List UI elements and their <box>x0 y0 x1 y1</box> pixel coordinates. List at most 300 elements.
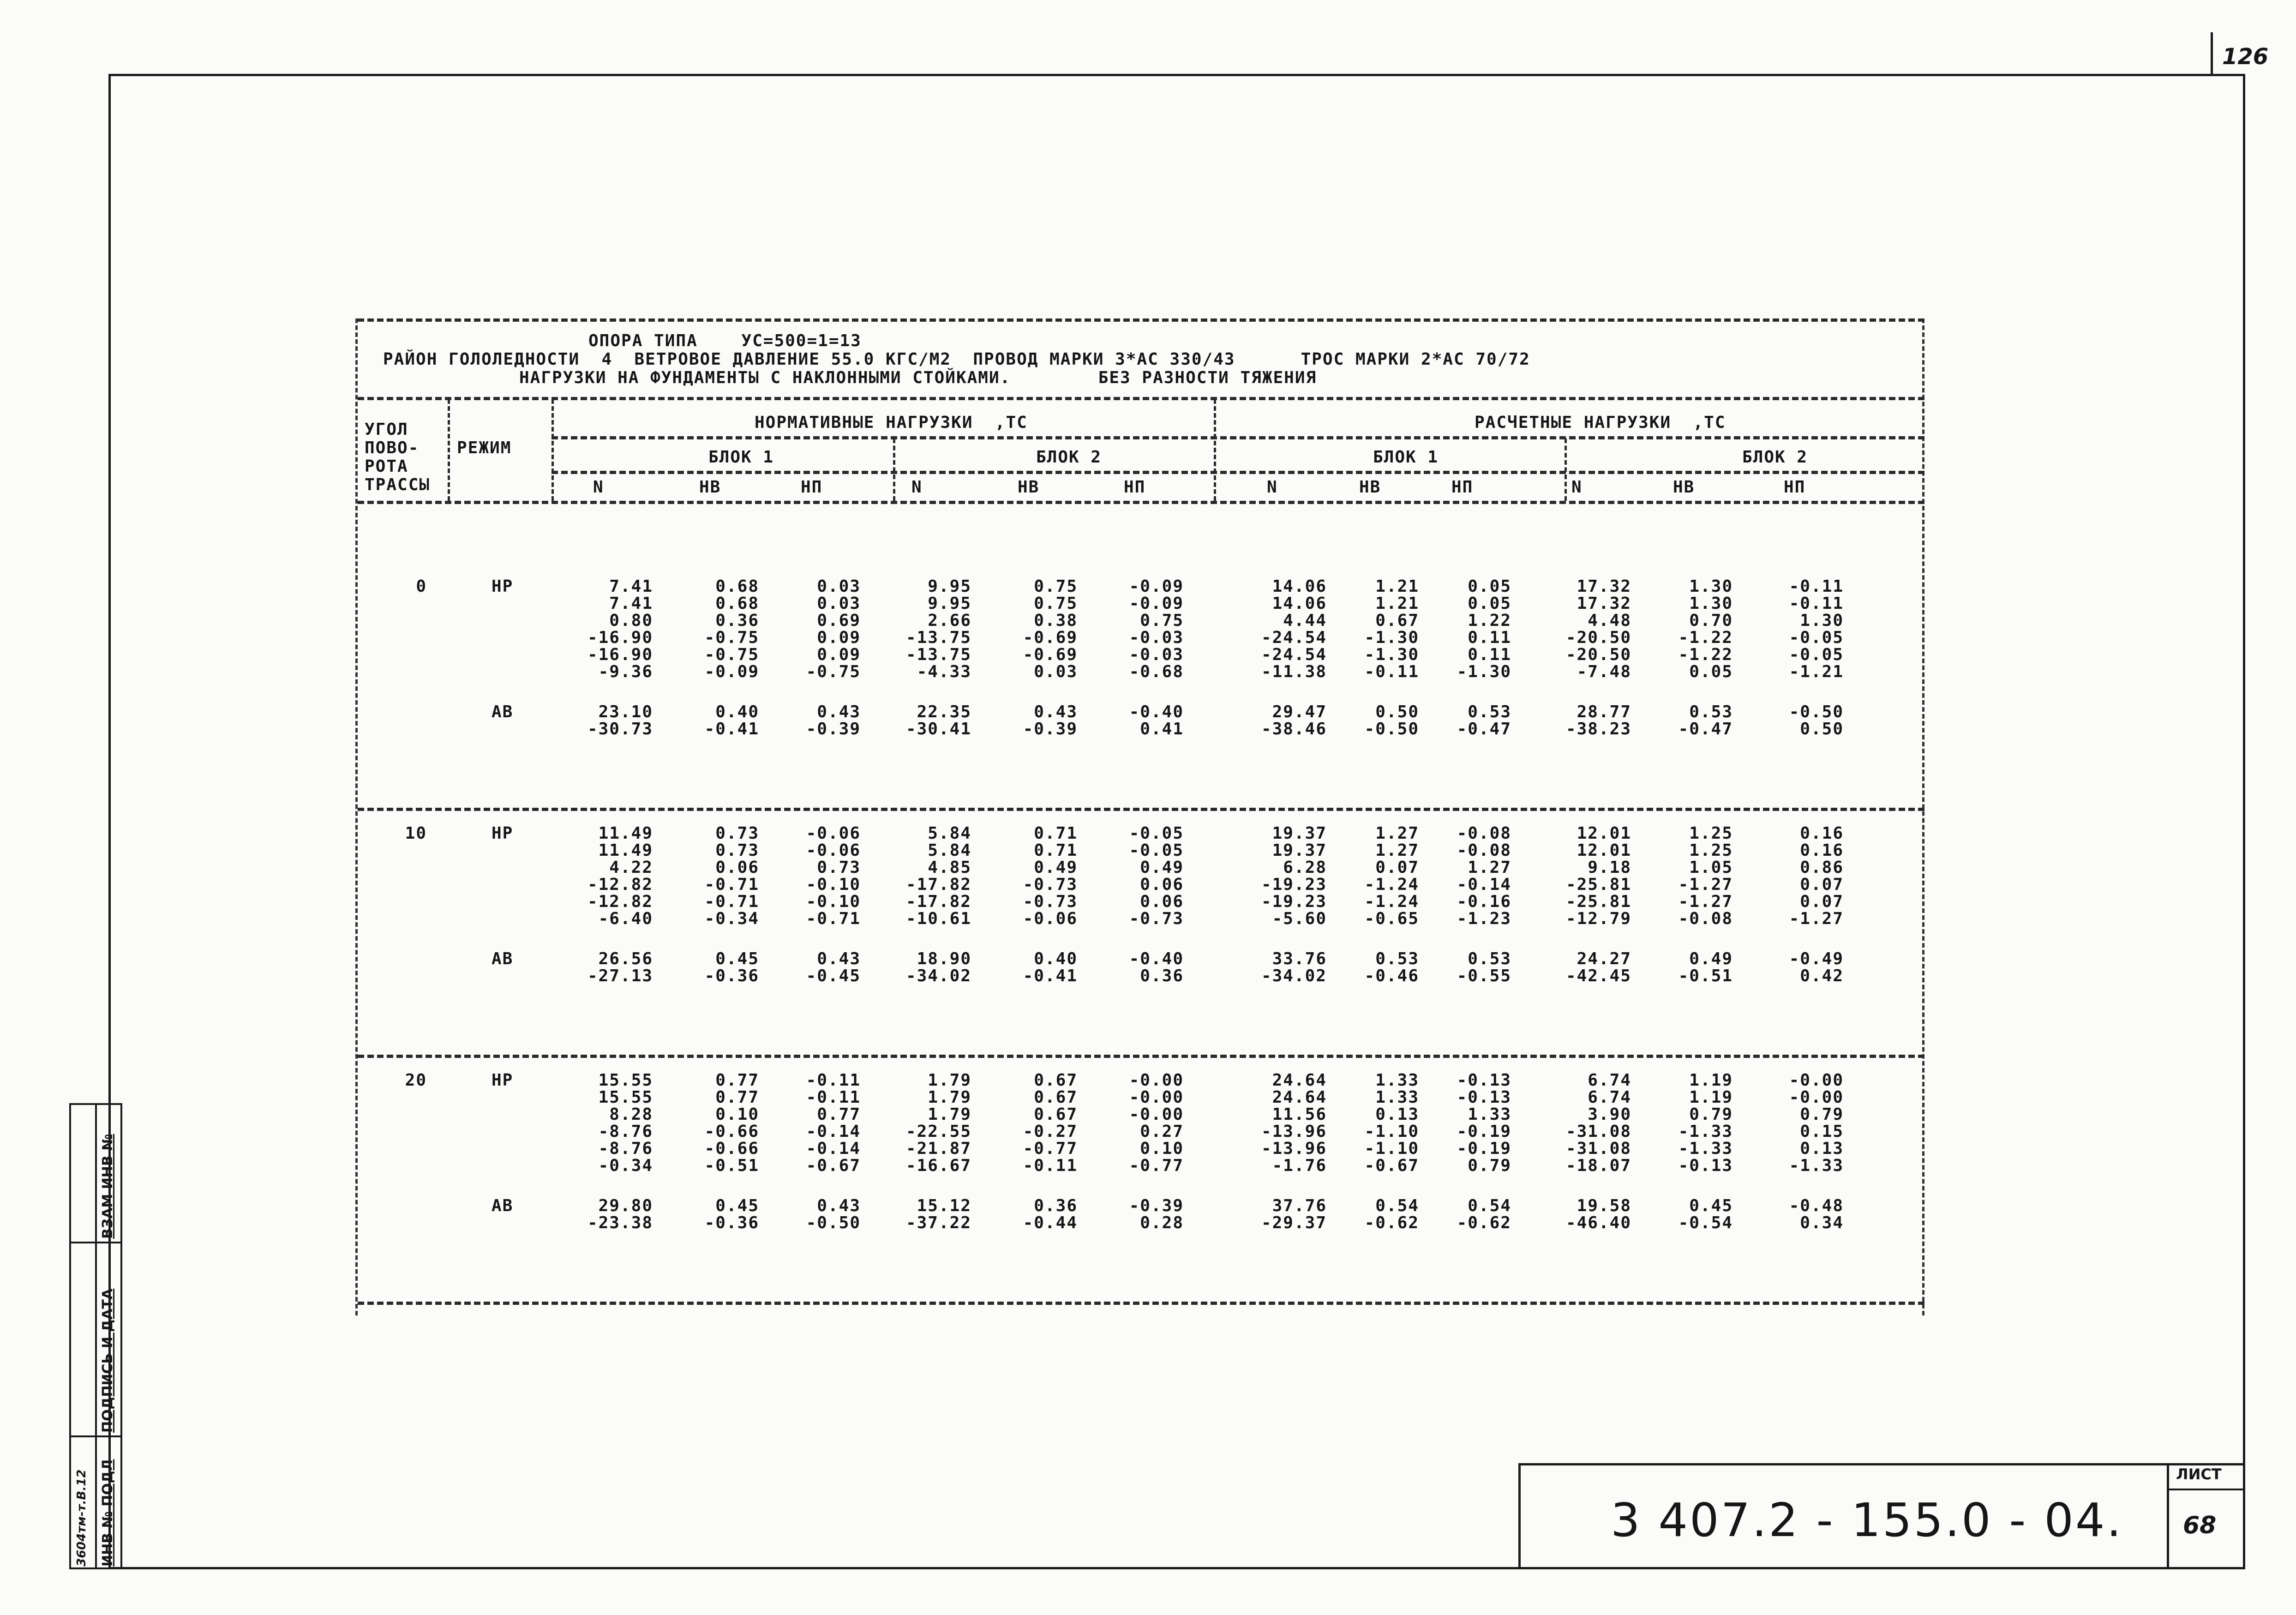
table-cell: -0.50 <box>806 1213 861 1232</box>
table-cell: -18.07 <box>1565 1156 1631 1175</box>
table-cell: 1.30 <box>1689 577 1733 596</box>
table-cell: -0.71 <box>806 909 861 928</box>
table-cell: 0.77 <box>715 1071 759 1090</box>
table-cell: -0.19 <box>1457 1122 1511 1141</box>
table-cell: 0.43 <box>817 702 861 721</box>
table-cell: -31.08 <box>1565 1122 1631 1141</box>
document-code: 3 407.2 - 155.0 - 04. <box>1611 1493 2123 1547</box>
table-cell: 17.32 <box>1577 594 1631 613</box>
table-cell: -0.14 <box>806 1122 861 1141</box>
table-cell: -0.10 <box>806 892 861 911</box>
table-cell: 0.71 <box>1034 824 1078 843</box>
table-cell: -4.33 <box>917 662 971 681</box>
table-cell: -29.37 <box>1261 1213 1327 1232</box>
table-cell: 7.41 <box>609 577 653 596</box>
table-cell: 0.06 <box>1140 875 1184 894</box>
table-cell: -0.65 <box>1364 909 1419 928</box>
table-cell: -17.82 <box>905 892 971 911</box>
table-cell: -1.22 <box>1678 645 1733 664</box>
table-cell: 0.41 <box>1140 720 1184 738</box>
table-cell: -0.11 <box>1789 594 1844 613</box>
table-cell: -34.02 <box>1261 967 1327 985</box>
table-cell: -13.75 <box>905 628 971 647</box>
table-cell: -0.00 <box>1789 1071 1844 1090</box>
table-cell: -0.09 <box>1129 594 1184 613</box>
table-cell: -0.47 <box>1678 720 1733 738</box>
table-cell: 1.33 <box>1468 1105 1511 1124</box>
sheet-box-divider <box>2167 1489 2245 1490</box>
table-cell: 0.07 <box>1375 858 1419 877</box>
table-cell: -0.00 <box>1789 1088 1844 1107</box>
table-cell: -1.10 <box>1364 1122 1419 1141</box>
table-cell: -25.81 <box>1565 892 1631 911</box>
table-cell: 0.49 <box>1689 949 1733 968</box>
row-mode: АВ <box>492 1196 514 1215</box>
table-cell: 0.15 <box>1800 1122 1844 1141</box>
table-cell: -1.33 <box>1678 1122 1733 1141</box>
table-cell: 0.40 <box>715 702 759 721</box>
table-cell: -0.27 <box>1023 1122 1078 1141</box>
table-cell: 0.53 <box>1468 949 1511 968</box>
group-angle: 10 <box>405 824 427 843</box>
table-cell: 0.67 <box>1034 1105 1078 1124</box>
table-cell: -1.76 <box>1272 1156 1327 1175</box>
rule-header <box>358 397 1924 400</box>
table-cell: -0.67 <box>1364 1156 1419 1175</box>
table-cell: 0.03 <box>817 594 861 613</box>
table-cell: 0.36 <box>1034 1196 1078 1215</box>
table-cell: 0.42 <box>1800 967 1844 985</box>
table-cell: -0.08 <box>1457 824 1511 843</box>
angle-label-2: ПОВО- <box>365 438 420 457</box>
column-subheader: N <box>593 478 604 497</box>
table-cell: -0.05 <box>1789 645 1844 664</box>
normative-header: НОРМАТИВНЫЕ НАГРУЗКИ ,ТС <box>755 413 1028 432</box>
table-cell: 0.53 <box>1468 702 1511 721</box>
table-cell: -20.50 <box>1565 628 1631 647</box>
table-cell: 0.71 <box>1034 841 1078 860</box>
sheet-number: 68 <box>2183 1512 2217 1539</box>
table-cell: -0.39 <box>806 720 861 738</box>
table-cell: -0.75 <box>704 645 759 664</box>
table-cell: 0.79 <box>1689 1105 1733 1124</box>
table-cell: 1.19 <box>1689 1071 1733 1090</box>
table-cell: 0.43 <box>817 949 861 968</box>
table-cell: -8.76 <box>598 1122 653 1141</box>
table-cell: -10.61 <box>905 909 971 928</box>
table-cell: -19.23 <box>1261 875 1327 894</box>
table-cell: 1.21 <box>1375 594 1419 613</box>
angle-label-4: ТРАССЫ <box>365 475 431 494</box>
table-cell: 24.27 <box>1577 949 1631 968</box>
table-cell: 0.45 <box>715 1196 759 1215</box>
table-cell: 6.28 <box>1283 858 1327 877</box>
table-cell: 0.75 <box>1140 611 1184 630</box>
table-cell: -0.51 <box>704 1156 759 1175</box>
table-cell: -16.90 <box>587 645 653 664</box>
table-cell: -0.13 <box>1678 1156 1733 1175</box>
table-cell: -0.08 <box>1457 841 1511 860</box>
table-cell: -0.69 <box>1023 628 1078 647</box>
table-cell: -8.76 <box>598 1139 653 1158</box>
table-cell: -0.00 <box>1129 1088 1184 1107</box>
table-cell: 2.66 <box>928 611 971 630</box>
table-cell: -20.50 <box>1565 645 1631 664</box>
table-cell: -5.60 <box>1272 909 1327 928</box>
table-cell: -0.11 <box>1789 577 1844 596</box>
table-cell: -0.68 <box>1129 662 1184 681</box>
row-mode: НР <box>492 1071 514 1090</box>
column-subheader: N <box>1267 478 1278 497</box>
table-cell: 0.09 <box>817 628 861 647</box>
table-cell: 0.10 <box>715 1105 759 1124</box>
table-cell: -0.00 <box>1129 1071 1184 1090</box>
table-cell: 1.27 <box>1468 858 1511 877</box>
table-cell: -12.82 <box>587 892 653 911</box>
table-cell: -37.22 <box>905 1213 971 1232</box>
table-cell: -13.96 <box>1261 1122 1327 1141</box>
table-cell: 1.27 <box>1375 841 1419 860</box>
table-cell: 1.33 <box>1375 1088 1419 1107</box>
table-cell: 9.95 <box>928 577 971 596</box>
table-cell: 0.67 <box>1034 1088 1078 1107</box>
table-cell: -0.05 <box>1129 824 1184 843</box>
table-cell: -0.75 <box>806 662 861 681</box>
table-cell: 0.54 <box>1468 1196 1511 1215</box>
header-line-3: НАГРУЗКИ НА ФУНДАМЕНТЫ С НАКЛОННЫМИ СТОЙКАМИ. БЕЗ РАЗНОСТИ ТЯЖЕНИЯ <box>519 368 1317 387</box>
table-cell: -46.40 <box>1565 1213 1631 1232</box>
table-cell: -1.27 <box>1678 875 1733 894</box>
table-cell: 0.67 <box>1034 1071 1078 1090</box>
table-cell: 24.64 <box>1272 1071 1327 1090</box>
table-cell: 24.64 <box>1272 1088 1327 1107</box>
table-cell: 0.16 <box>1800 841 1844 860</box>
header-line-1: ОПОРА ТИПА УС=500=1=13 <box>588 331 862 350</box>
table-cell: 14.06 <box>1272 577 1327 596</box>
table-cell: 0.06 <box>715 858 759 877</box>
table-cell: 12.01 <box>1577 824 1631 843</box>
table-cell: -0.69 <box>1023 645 1078 664</box>
table-cell: -0.73 <box>1129 909 1184 928</box>
table-cell: -0.54 <box>1678 1213 1733 1232</box>
table-cell: -0.73 <box>1023 892 1078 911</box>
table-cell: -0.09 <box>704 662 759 681</box>
table-cell: -1.33 <box>1789 1156 1844 1175</box>
table-cell: 0.67 <box>1375 611 1419 630</box>
table-cell: -0.08 <box>1678 909 1733 928</box>
table-cell: 5.84 <box>928 841 971 860</box>
rule-block-header <box>552 471 1924 474</box>
table-cell: 0.70 <box>1689 611 1733 630</box>
table-cell: 0.05 <box>1468 594 1511 613</box>
row-mode: АВ <box>492 949 514 968</box>
table-cell: -0.71 <box>704 892 759 911</box>
table-cell: -12.82 <box>587 875 653 894</box>
table-cell: 0.28 <box>1140 1213 1184 1232</box>
table-cell: 0.05 <box>1468 577 1511 596</box>
table-cell: -1.27 <box>1789 909 1844 928</box>
table-cell: -0.13 <box>1457 1088 1511 1107</box>
group-angle: 20 <box>405 1071 427 1090</box>
table-cell: 4.22 <box>609 858 653 877</box>
table-cell: -0.41 <box>1023 967 1078 985</box>
table-cell: -19.23 <box>1261 892 1327 911</box>
table-cell: -0.05 <box>1789 628 1844 647</box>
table-cell: 0.38 <box>1034 611 1078 630</box>
rule-top <box>358 318 1924 322</box>
table-cell: 0.86 <box>1800 858 1844 877</box>
table-cell: 0.80 <box>609 611 653 630</box>
table-cell: -0.05 <box>1129 841 1184 860</box>
table-cell: 29.47 <box>1272 702 1327 721</box>
table-cell: -1.30 <box>1364 645 1419 664</box>
table-cell: -0.16 <box>1457 892 1511 911</box>
table-cell: 33.76 <box>1272 949 1327 968</box>
table-cell: 0.77 <box>715 1088 759 1107</box>
table-cell: 14.06 <box>1272 594 1327 613</box>
table-cell: -1.23 <box>1457 909 1511 928</box>
table-cell: -6.40 <box>598 909 653 928</box>
table-cell: 0.49 <box>1140 858 1184 877</box>
column-subheader: НП <box>1784 478 1806 497</box>
table-cell: -13.75 <box>905 645 971 664</box>
strip-label-replace: ВЗАМ ИНВ № <box>100 1134 116 1239</box>
table-cell: 9.95 <box>928 594 971 613</box>
table-cell: 11.49 <box>598 824 653 843</box>
table-cell: -0.67 <box>806 1156 861 1175</box>
table-cell: 4.48 <box>1588 611 1631 630</box>
table-cell: -0.11 <box>806 1071 861 1090</box>
angle-label-3: РОТА <box>365 457 408 476</box>
strip-label-original: ИНВ № ПОДЛ <box>100 1459 116 1567</box>
table-cell: 3.90 <box>1588 1105 1631 1124</box>
table-cell: 7.41 <box>609 594 653 613</box>
table-cell: -31.08 <box>1565 1139 1631 1158</box>
table-cell: 1.30 <box>1689 594 1733 613</box>
table-cell: 0.49 <box>1034 858 1078 877</box>
table-cell: 15.55 <box>598 1071 653 1090</box>
group-angle: 0 <box>416 577 427 596</box>
table-cell: -1.24 <box>1364 892 1419 911</box>
corner-tick <box>2211 32 2213 76</box>
table-cell: 1.27 <box>1375 824 1419 843</box>
table-cell: 8.28 <box>609 1105 653 1124</box>
column-subheader: НВ <box>1673 478 1695 497</box>
design-header: РАСЧЕТНЫЕ НАГРУЗКИ ,ТС <box>1475 413 1726 432</box>
table-cell: 15.12 <box>917 1196 971 1215</box>
table-cell: 6.74 <box>1588 1088 1631 1107</box>
column-subheader: N <box>911 478 923 497</box>
table-cell: -0.06 <box>806 824 861 843</box>
table-cell: 0.79 <box>1800 1105 1844 1124</box>
vrule-design-blocks <box>1565 438 1567 501</box>
table-cell: -16.67 <box>905 1156 971 1175</box>
table-cell: 0.07 <box>1800 892 1844 911</box>
table-cell: 0.36 <box>715 611 759 630</box>
table-cell: 0.53 <box>1375 949 1419 968</box>
table-cell: 0.53 <box>1689 702 1733 721</box>
normative-block-2: БЛОК 2 <box>1036 448 1102 467</box>
binding-strip <box>69 1103 122 1569</box>
table-cell: 0.43 <box>1034 702 1078 721</box>
table-cell: 19.37 <box>1272 824 1327 843</box>
table-cell: -0.10 <box>806 875 861 894</box>
table-cell: -0.77 <box>1023 1139 1078 1158</box>
table-cell: 1.79 <box>928 1105 971 1124</box>
column-subheader: НВ <box>1018 478 1040 497</box>
vrule-normative-design <box>1214 399 1216 501</box>
table-cell: -0.66 <box>704 1139 759 1158</box>
table-cell: 0.73 <box>715 824 759 843</box>
table-cell: 9.18 <box>1588 858 1631 877</box>
table-cell: -1.22 <box>1678 628 1733 647</box>
table-cell: -0.11 <box>806 1088 861 1107</box>
table-cell: 1.79 <box>928 1088 971 1107</box>
table-cell: 0.43 <box>817 1196 861 1215</box>
column-subheader: N <box>1571 478 1583 497</box>
table-cell: 0.68 <box>715 594 759 613</box>
table-cell: 0.50 <box>1800 720 1844 738</box>
table-cell: 6.74 <box>1588 1071 1631 1090</box>
row-mode: АВ <box>492 702 514 721</box>
table-cell: 17.32 <box>1577 577 1631 596</box>
table-cell: -0.41 <box>704 720 759 738</box>
table-cell: 11.49 <box>598 841 653 860</box>
table-cell: -0.46 <box>1364 967 1419 985</box>
table-cell: -0.51 <box>1678 967 1733 985</box>
table-cell: -38.46 <box>1261 720 1327 738</box>
sheet-label: ЛИСТ <box>2176 1465 2222 1483</box>
table-cell: 0.50 <box>1375 702 1419 721</box>
table-cell: -0.00 <box>1129 1105 1184 1124</box>
table-cell: 0.79 <box>1468 1156 1511 1175</box>
table-cell: -0.62 <box>1457 1213 1511 1232</box>
table-cell: 0.13 <box>1375 1105 1419 1124</box>
column-subheader: НП <box>1451 478 1474 497</box>
table-cell: 0.06 <box>1140 892 1184 911</box>
table-cell: 0.75 <box>1034 594 1078 613</box>
table-cell: 0.05 <box>1689 662 1733 681</box>
table-cell: 0.45 <box>1689 1196 1733 1215</box>
table-cell: -0.13 <box>1457 1071 1511 1090</box>
load-table-printout <box>355 318 1924 1315</box>
strip-note: 3604тм-т.В.12 <box>75 1469 89 1567</box>
table-cell: 0.69 <box>817 611 861 630</box>
table-cell: -0.62 <box>1364 1213 1419 1232</box>
table-cell: 0.36 <box>1140 967 1184 985</box>
column-subheader: НП <box>801 478 823 497</box>
table-cell: 0.03 <box>817 577 861 596</box>
table-cell: -0.44 <box>1023 1213 1078 1232</box>
table-cell: -17.82 <box>905 875 971 894</box>
table-cell: -38.23 <box>1565 720 1631 738</box>
table-cell: -21.87 <box>905 1139 971 1158</box>
row-mode: НР <box>492 824 514 843</box>
table-cell: -12.79 <box>1565 909 1631 928</box>
table-cell: -0.75 <box>704 628 759 647</box>
table-cell: -0.06 <box>1023 909 1078 928</box>
design-block-1: БЛОК 1 <box>1373 448 1439 467</box>
table-cell: 0.16 <box>1800 824 1844 843</box>
table-cell: -24.54 <box>1261 628 1327 647</box>
table-cell: -25.81 <box>1565 875 1631 894</box>
table-cell: 15.55 <box>598 1088 653 1107</box>
table-cell: -0.03 <box>1129 628 1184 647</box>
table-cell: -0.47 <box>1457 720 1511 738</box>
table-cell: -1.30 <box>1364 628 1419 647</box>
table-cell: -0.49 <box>1789 949 1844 968</box>
vrule-normative-blocks <box>893 438 895 501</box>
column-subheader: НП <box>1124 478 1146 497</box>
table-cell: 1.25 <box>1689 841 1733 860</box>
table-cell: -1.24 <box>1364 875 1419 894</box>
table-cell: -7.48 <box>1577 662 1631 681</box>
table-cell: -11.38 <box>1261 662 1327 681</box>
table-cell: -0.34 <box>704 909 759 928</box>
table-cell: -23.38 <box>587 1213 653 1232</box>
table-cell: -1.33 <box>1678 1139 1733 1158</box>
table-cell: 1.25 <box>1689 824 1733 843</box>
table-cell: 4.44 <box>1283 611 1327 630</box>
table-cell: 0.10 <box>1140 1139 1184 1158</box>
table-cell: 26.56 <box>598 949 653 968</box>
table-cell: -0.06 <box>806 841 861 860</box>
design-block-2: БЛОК 2 <box>1742 448 1808 467</box>
table-cell: 1.19 <box>1689 1088 1733 1107</box>
table-cell: -0.50 <box>1364 720 1419 738</box>
table-cell: -24.54 <box>1261 645 1327 664</box>
strip-label-signature: ПОДПИСЬ И ДАТА <box>100 1288 116 1433</box>
table-cell: 19.37 <box>1272 841 1327 860</box>
table-cell: 0.68 <box>715 577 759 596</box>
table-cell: -0.66 <box>704 1122 759 1141</box>
table-cell: 0.13 <box>1800 1139 1844 1158</box>
table-cell: 29.80 <box>598 1196 653 1215</box>
table-cell: 0.03 <box>1034 662 1078 681</box>
table-cell: 0.11 <box>1468 628 1511 647</box>
table-cell: -0.11 <box>1023 1156 1078 1175</box>
table-cell: 0.07 <box>1800 875 1844 894</box>
table-cell: -0.40 <box>1129 702 1184 721</box>
table-cell: 12.01 <box>1577 841 1631 860</box>
table-cell: 11.56 <box>1272 1105 1327 1124</box>
rule-group-2 <box>358 1055 1924 1058</box>
table-cell: -27.13 <box>587 967 653 985</box>
table-cell: -0.03 <box>1129 645 1184 664</box>
table-cell: -1.30 <box>1457 662 1511 681</box>
table-cell: -0.71 <box>704 875 759 894</box>
table-cell: -13.96 <box>1261 1139 1327 1158</box>
table-cell: -30.73 <box>587 720 653 738</box>
table-cell: 0.34 <box>1800 1213 1844 1232</box>
table-cell: -0.39 <box>1023 720 1078 738</box>
table-cell: -0.19 <box>1457 1139 1511 1158</box>
table-cell: 0.09 <box>817 645 861 664</box>
table-cell: -0.45 <box>806 967 861 985</box>
vrule-mode <box>552 399 554 501</box>
normative-block-1: БЛОК 1 <box>708 448 774 467</box>
header-line-2: РАЙОН ГОЛОЛЕДНОСТИ 4 ВЕТРОВОЕ ДАВЛЕНИЕ 55.0 КГС/М2 ПРОВОД МАРКИ 3*АС 330/43 ТРОС МАРКИ 2*АС 70/72 <box>383 350 1530 369</box>
table-cell: 23.10 <box>598 702 653 721</box>
vrule-angle <box>448 399 450 501</box>
table-cell: -42.45 <box>1565 967 1631 985</box>
table-cell: 0.11 <box>1468 645 1511 664</box>
table-cell: -1.10 <box>1364 1139 1419 1158</box>
column-subheader: НВ <box>1359 478 1381 497</box>
table-cell: -0.14 <box>1457 875 1511 894</box>
table-cell: 28.77 <box>1577 702 1631 721</box>
row-mode: НР <box>492 577 514 596</box>
